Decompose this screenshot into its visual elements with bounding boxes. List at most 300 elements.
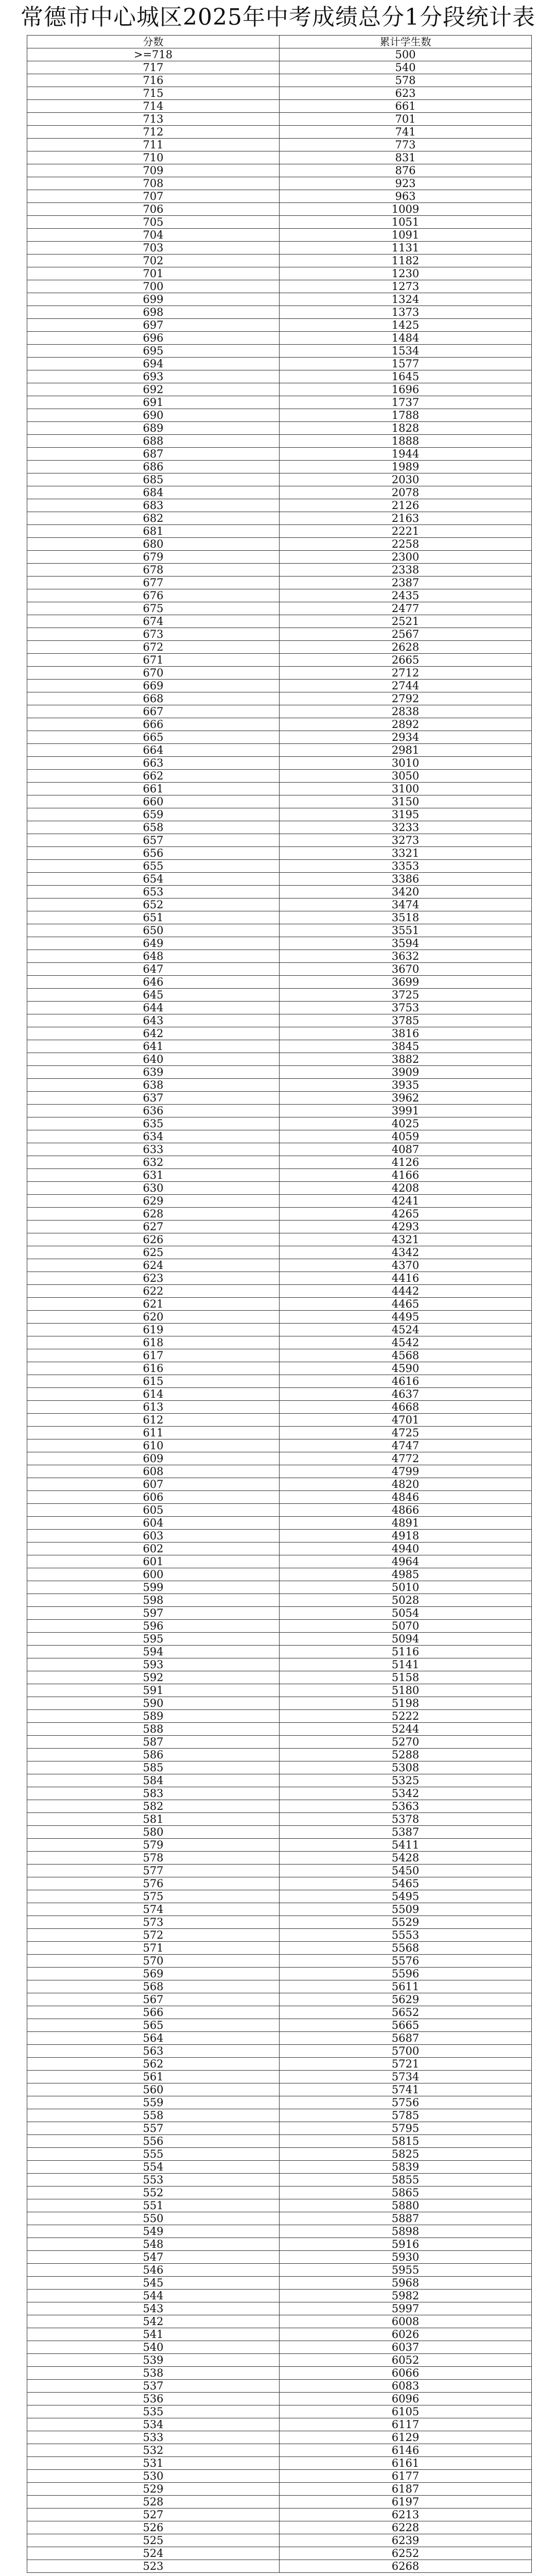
score-cell: 623 <box>27 1272 280 1285</box>
cumulative-count-cell: 2567 <box>280 628 532 641</box>
table-row <box>27 1362 532 1375</box>
table-row <box>27 2238 532 2251</box>
table-row <box>27 2547 532 2560</box>
table-row <box>27 1040 532 1053</box>
cumulative-count-cell: 4087 <box>280 1143 532 1156</box>
table-row <box>27 1079 532 1092</box>
cumulative-count-cell: 6252 <box>280 2547 532 2560</box>
cumulative-count-cell: 2030 <box>280 473 532 486</box>
table-row <box>27 229 532 242</box>
cumulative-count-cell: 2892 <box>280 718 532 731</box>
table-row <box>27 2122 532 2135</box>
cumulative-count-cell: 4293 <box>280 1221 532 1233</box>
score-cell: 566 <box>27 2006 280 2019</box>
table-row <box>27 538 532 551</box>
table-row <box>27 87 532 100</box>
score-column-header: 分数 <box>27 36 280 48</box>
cumulative-count-cell: 4568 <box>280 1349 532 1362</box>
score-cell: 525 <box>27 2534 280 2547</box>
score-cell: 704 <box>27 229 280 242</box>
table-row <box>27 396 532 409</box>
table-row <box>27 924 532 937</box>
table-row <box>27 2393 532 2405</box>
table-row <box>27 1581 532 1594</box>
cumulative-count-cell: 1131 <box>280 242 532 255</box>
table-row <box>27 2174 532 2187</box>
score-cell: 548 <box>27 2238 280 2251</box>
score-cell: 640 <box>27 1053 280 1066</box>
score-cell: 526 <box>27 2521 280 2534</box>
table-row <box>27 744 532 757</box>
cumulative-count-cell: 5887 <box>280 2212 532 2225</box>
cumulative-count-cell: 3909 <box>280 1066 532 1079</box>
score-cell: 673 <box>27 628 280 641</box>
score-cell: 663 <box>27 757 280 770</box>
cumulative-count-cell: 3050 <box>280 770 532 783</box>
cumulative-count-cell: 1888 <box>280 435 532 448</box>
table-row <box>27 834 532 847</box>
score-cell: 695 <box>27 345 280 358</box>
cumulative-count-cell: 540 <box>280 61 532 74</box>
cumulative-count-cell: 5930 <box>280 2251 532 2264</box>
cumulative-count-cell: 6096 <box>280 2393 532 2405</box>
table-row <box>27 2418 532 2431</box>
cumulative-count-cell: 5916 <box>280 2238 532 2251</box>
table-row <box>27 525 532 538</box>
table-row <box>27 1452 532 1465</box>
cumulative-count-cell: 4208 <box>280 1182 532 1195</box>
score-cell: 546 <box>27 2264 280 2277</box>
table-row <box>27 2405 532 2418</box>
score-cell: 542 <box>27 2315 280 2328</box>
score-cell: 601 <box>27 1555 280 1568</box>
table-row <box>27 1285 532 1298</box>
score-cell: 610 <box>27 1439 280 1452</box>
score-cell: 539 <box>27 2354 280 2367</box>
score-cell: 564 <box>27 2032 280 2045</box>
score-cell: 678 <box>27 564 280 577</box>
score-cell: 689 <box>27 422 280 435</box>
table-row <box>27 873 532 886</box>
table-row <box>27 1916 532 1929</box>
cumulative-count-cell: 5795 <box>280 2122 532 2135</box>
cumulative-count-cell: 2126 <box>280 499 532 512</box>
score-cell: 636 <box>27 1105 280 1117</box>
table-row <box>27 1233 532 1246</box>
score-cell: 543 <box>27 2302 280 2315</box>
score-cell: 630 <box>27 1182 280 1195</box>
cumulative-count-cell: 5611 <box>280 1980 532 1993</box>
score-cell: 707 <box>27 190 280 203</box>
cumulative-count-cell: 5308 <box>280 1761 532 1774</box>
cumulative-count-cell: 5997 <box>280 2302 532 2315</box>
table-row <box>27 654 532 667</box>
table-row <box>27 293 532 306</box>
cumulative-count-cell: 4985 <box>280 1568 532 1581</box>
cumulative-count-cell: 623 <box>280 87 532 100</box>
table-row <box>27 512 532 525</box>
score-cell: 661 <box>27 783 280 795</box>
cumulative-count-cell: 3353 <box>280 860 532 873</box>
table-row <box>27 1543 532 1555</box>
cumulative-count-cell: 1182 <box>280 255 532 267</box>
score-cell: 669 <box>27 680 280 692</box>
cumulative-count-cell: 6197 <box>280 2496 532 2509</box>
table-row <box>27 177 532 190</box>
score-cell: 604 <box>27 1517 280 1530</box>
score-cell: 672 <box>27 641 280 654</box>
score-cell: 547 <box>27 2251 280 2264</box>
cumulative-count-cell: 4846 <box>280 1491 532 1504</box>
score-cell: 670 <box>27 667 280 680</box>
score-cell: 612 <box>27 1414 280 1427</box>
cumulative-count-cell: 1425 <box>280 319 532 332</box>
table-row <box>27 2032 532 2045</box>
cumulative-count-cell: 500 <box>280 48 532 61</box>
score-cell: 714 <box>27 100 280 113</box>
score-cell: 583 <box>27 1787 280 1800</box>
cumulative-count-cell: 2792 <box>280 692 532 705</box>
table-row <box>27 1929 532 1942</box>
table-row <box>27 1478 532 1491</box>
score-cell: 692 <box>27 383 280 396</box>
table-row <box>27 1517 532 1530</box>
score-cell: 679 <box>27 551 280 564</box>
table-row <box>27 1336 532 1349</box>
page-title: 常德市中心城区2025年中考成绩总分1分段统计表 <box>21 4 535 30</box>
cumulative-count-cell: 4590 <box>280 1362 532 1375</box>
score-cell: 528 <box>27 2496 280 2509</box>
score-cell: 662 <box>27 770 280 783</box>
score-cell: 703 <box>27 242 280 255</box>
cumulative-count-cell: 5411 <box>280 1839 532 1852</box>
table-row <box>27 280 532 293</box>
table-row <box>27 2212 532 2225</box>
score-cell: 585 <box>27 1761 280 1774</box>
score-cell: 683 <box>27 499 280 512</box>
score-cell: 666 <box>27 718 280 731</box>
table-row <box>27 1324 532 1336</box>
cumulative-count-cell: 1944 <box>280 448 532 461</box>
table-row <box>27 1710 532 1723</box>
score-cell: 680 <box>27 538 280 551</box>
table-row <box>27 2277 532 2290</box>
score-cell: 599 <box>27 1581 280 1594</box>
score-cell: 592 <box>27 1671 280 1684</box>
table-row <box>27 602 532 615</box>
cumulative-count-cell: 1324 <box>280 293 532 306</box>
score-distribution-table <box>27 35 532 2573</box>
score-cell: 587 <box>27 1736 280 1749</box>
table-row <box>27 1195 532 1208</box>
table-row <box>27 2096 532 2109</box>
table-row <box>27 1607 532 1620</box>
cumulative-count-cell: 5465 <box>280 1877 532 1890</box>
score-cell: 557 <box>27 2122 280 2135</box>
table-row <box>27 847 532 860</box>
score-cell: 642 <box>27 1027 280 1040</box>
table-row <box>27 422 532 435</box>
table-row <box>27 164 532 177</box>
score-cell: 693 <box>27 370 280 383</box>
score-cell: 716 <box>27 74 280 87</box>
table-row <box>27 1633 532 1646</box>
cumulative-count-cell: 3962 <box>280 1092 532 1105</box>
cumulative-count-cell: 2934 <box>280 731 532 744</box>
table-row <box>27 886 532 899</box>
score-cell: 629 <box>27 1195 280 1208</box>
cumulative-count-cell: 5756 <box>280 2096 532 2109</box>
score-cell: 667 <box>27 705 280 718</box>
score-cell: 553 <box>27 2174 280 2187</box>
cumulative-count-cell: 1009 <box>280 203 532 216</box>
cumulative-count-cell: 5116 <box>280 1646 532 1658</box>
table-row <box>27 1272 532 1285</box>
cumulative-count-cell: 5629 <box>280 1993 532 2006</box>
table-row <box>27 641 532 654</box>
table-row <box>27 1298 532 1311</box>
table-row <box>27 2341 532 2354</box>
table-header-row <box>27 36 532 48</box>
table-row <box>27 486 532 499</box>
table-row <box>27 267 532 280</box>
table-row <box>27 151 532 164</box>
table-row <box>27 242 532 255</box>
table-row <box>27 306 532 319</box>
table-row <box>27 1684 532 1697</box>
score-cell: 586 <box>27 1749 280 1761</box>
cumulative-count-cell: 5495 <box>280 1890 532 1903</box>
table-row <box>27 1594 532 1607</box>
cumulative-count-cell: 4465 <box>280 1298 532 1311</box>
score-cell: 627 <box>27 1221 280 1233</box>
cumulative-count-cell: 5070 <box>280 1620 532 1633</box>
score-cell: 645 <box>27 989 280 1002</box>
score-cell: 588 <box>27 1723 280 1736</box>
cumulative-count-cell: 2221 <box>280 525 532 538</box>
cumulative-count-cell: 5378 <box>280 1813 532 1826</box>
cumulative-count-cell: 6066 <box>280 2367 532 2380</box>
cumulative-count-cell: 5982 <box>280 2290 532 2302</box>
table-row <box>27 126 532 139</box>
cumulative-count-cell: 5198 <box>280 1697 532 1710</box>
table-row <box>27 1774 532 1787</box>
cumulative-count-cell: 4025 <box>280 1117 532 1130</box>
cumulative-count-cell: 5270 <box>280 1736 532 1749</box>
score-cell: 625 <box>27 1246 280 1259</box>
score-cell: 656 <box>27 847 280 860</box>
score-cell: 551 <box>27 2199 280 2212</box>
table-row <box>27 1697 532 1710</box>
table-row <box>27 435 532 448</box>
table-row <box>27 358 532 370</box>
score-cell: 655 <box>27 860 280 873</box>
score-cell: 605 <box>27 1504 280 1517</box>
table-row <box>27 1182 532 1195</box>
score-cell: 562 <box>27 2058 280 2071</box>
score-cell: 651 <box>27 911 280 924</box>
score-cell: 573 <box>27 1916 280 1929</box>
table-row <box>27 2071 532 2083</box>
score-cell: 611 <box>27 1427 280 1439</box>
cumulative-count-cell: 876 <box>280 164 532 177</box>
table-row <box>27 2315 532 2328</box>
table-row <box>27 2457 532 2470</box>
cumulative-count-cell: 5054 <box>280 1607 532 1620</box>
cumulative-count-cell: 1828 <box>280 422 532 435</box>
table-row <box>27 2225 532 2238</box>
score-cell: 596 <box>27 1620 280 1633</box>
cumulative-count-cell: 6083 <box>280 2380 532 2393</box>
table-row <box>27 2509 532 2521</box>
score-cell: 532 <box>27 2444 280 2457</box>
table-row <box>27 2560 532 2573</box>
score-cell: 676 <box>27 589 280 602</box>
table-row <box>27 2083 532 2096</box>
score-cell: 531 <box>27 2457 280 2470</box>
table-row <box>27 448 532 461</box>
cumulative-count-cell: 5741 <box>280 2083 532 2096</box>
table-row <box>27 911 532 924</box>
table-row <box>27 1955 532 1968</box>
cumulative-count-cell: 3233 <box>280 821 532 834</box>
table-row <box>27 2019 532 2032</box>
cumulative-count-cell: 2665 <box>280 654 532 667</box>
table-row <box>27 1169 532 1182</box>
score-cell: 684 <box>27 486 280 499</box>
table-row <box>27 383 532 396</box>
cumulative-count-cell: 2744 <box>280 680 532 692</box>
cumulative-count-cell: 831 <box>280 151 532 164</box>
score-cell: 584 <box>27 1774 280 1787</box>
cumulative-count-cell: 3321 <box>280 847 532 860</box>
table-row <box>27 628 532 641</box>
cumulative-count-cell: 5342 <box>280 1787 532 1800</box>
score-cell: 674 <box>27 615 280 628</box>
cumulative-count-cell: 5825 <box>280 2148 532 2161</box>
cumulative-count-cell: 3474 <box>280 899 532 911</box>
score-cell: 654 <box>27 873 280 886</box>
cumulative-count-cell: 2338 <box>280 564 532 577</box>
score-cell: 534 <box>27 2418 280 2431</box>
table-row <box>27 2109 532 2122</box>
cumulative-count-cell: 4442 <box>280 1285 532 1298</box>
score-cell: 549 <box>27 2225 280 2238</box>
cumulative-count-cell: 4866 <box>280 1504 532 1517</box>
table-row <box>27 2444 532 2457</box>
score-cell: 653 <box>27 886 280 899</box>
table-row <box>27 1375 532 1388</box>
cumulative-count-column-header: 累计学生数 <box>280 36 532 48</box>
cumulative-count-cell: 4542 <box>280 1336 532 1349</box>
cumulative-count-cell: 1484 <box>280 332 532 345</box>
table-row <box>27 1311 532 1324</box>
score-cell: 597 <box>27 1607 280 1620</box>
score-cell: 628 <box>27 1208 280 1221</box>
cumulative-count-cell: 6268 <box>280 2560 532 2573</box>
table-row <box>27 48 532 61</box>
table-row <box>27 860 532 873</box>
cumulative-count-cell: 4772 <box>280 1452 532 1465</box>
table-row <box>27 705 532 718</box>
score-cell: 701 <box>27 267 280 280</box>
table-row <box>27 1401 532 1414</box>
table-row <box>27 1877 532 1890</box>
score-cell: 685 <box>27 473 280 486</box>
cumulative-count-cell: 4725 <box>280 1427 532 1439</box>
table-row <box>27 203 532 216</box>
table-row <box>27 1027 532 1040</box>
cumulative-count-cell: 5094 <box>280 1633 532 1646</box>
table-row <box>27 2521 532 2534</box>
score-cell: 675 <box>27 602 280 615</box>
table-row <box>27 2290 532 2302</box>
score-cell: 577 <box>27 1865 280 1877</box>
table-row <box>27 615 532 628</box>
cumulative-count-cell: 5955 <box>280 2264 532 2277</box>
cumulative-count-cell: 3845 <box>280 1040 532 1053</box>
cumulative-count-cell: 5141 <box>280 1658 532 1671</box>
table-row <box>27 1787 532 1800</box>
score-cell: >=718 <box>27 48 280 61</box>
table-row <box>27 1117 532 1130</box>
cumulative-count-cell: 1989 <box>280 461 532 473</box>
score-cell: 650 <box>27 924 280 937</box>
cumulative-count-cell: 5180 <box>280 1684 532 1697</box>
score-cell: 595 <box>27 1633 280 1646</box>
score-cell: 621 <box>27 1298 280 1311</box>
table-row <box>27 1993 532 2006</box>
score-cell: 552 <box>27 2187 280 2199</box>
cumulative-count-cell: 5815 <box>280 2135 532 2148</box>
cumulative-count-cell: 4166 <box>280 1169 532 1182</box>
table-row <box>27 1568 532 1581</box>
score-cell: 556 <box>27 2135 280 2148</box>
score-cell: 535 <box>27 2405 280 2418</box>
cumulative-count-cell: 4524 <box>280 1324 532 1336</box>
score-cell: 524 <box>27 2547 280 2560</box>
score-cell: 652 <box>27 899 280 911</box>
score-cell: 582 <box>27 1800 280 1813</box>
cumulative-count-cell: 3010 <box>280 757 532 770</box>
cumulative-count-cell: 5028 <box>280 1594 532 1607</box>
score-cell: 590 <box>27 1697 280 1710</box>
table-row <box>27 2534 532 2547</box>
score-cell: 691 <box>27 396 280 409</box>
table-row <box>27 770 532 783</box>
table-row <box>27 113 532 126</box>
score-cell: 545 <box>27 2277 280 2290</box>
score-cell: 638 <box>27 1079 280 1092</box>
cumulative-count-cell: 5363 <box>280 1800 532 1813</box>
cumulative-count-cell: 1091 <box>280 229 532 242</box>
score-cell: 705 <box>27 216 280 229</box>
score-cell: 643 <box>27 1014 280 1027</box>
cumulative-count-cell: 3594 <box>280 937 532 950</box>
score-cell: 664 <box>27 744 280 757</box>
table-row <box>27 1465 532 1478</box>
table-row <box>27 1800 532 1813</box>
cumulative-count-cell: 3518 <box>280 911 532 924</box>
cumulative-count-cell: 2078 <box>280 486 532 499</box>
cumulative-count-cell: 5968 <box>280 2277 532 2290</box>
score-cell: 677 <box>27 577 280 589</box>
cumulative-count-cell: 5721 <box>280 2058 532 2071</box>
score-cell: 563 <box>27 2045 280 2058</box>
score-cell: 607 <box>27 1478 280 1491</box>
cumulative-count-cell: 4668 <box>280 1401 532 1414</box>
cumulative-count-cell: 4241 <box>280 1195 532 1208</box>
